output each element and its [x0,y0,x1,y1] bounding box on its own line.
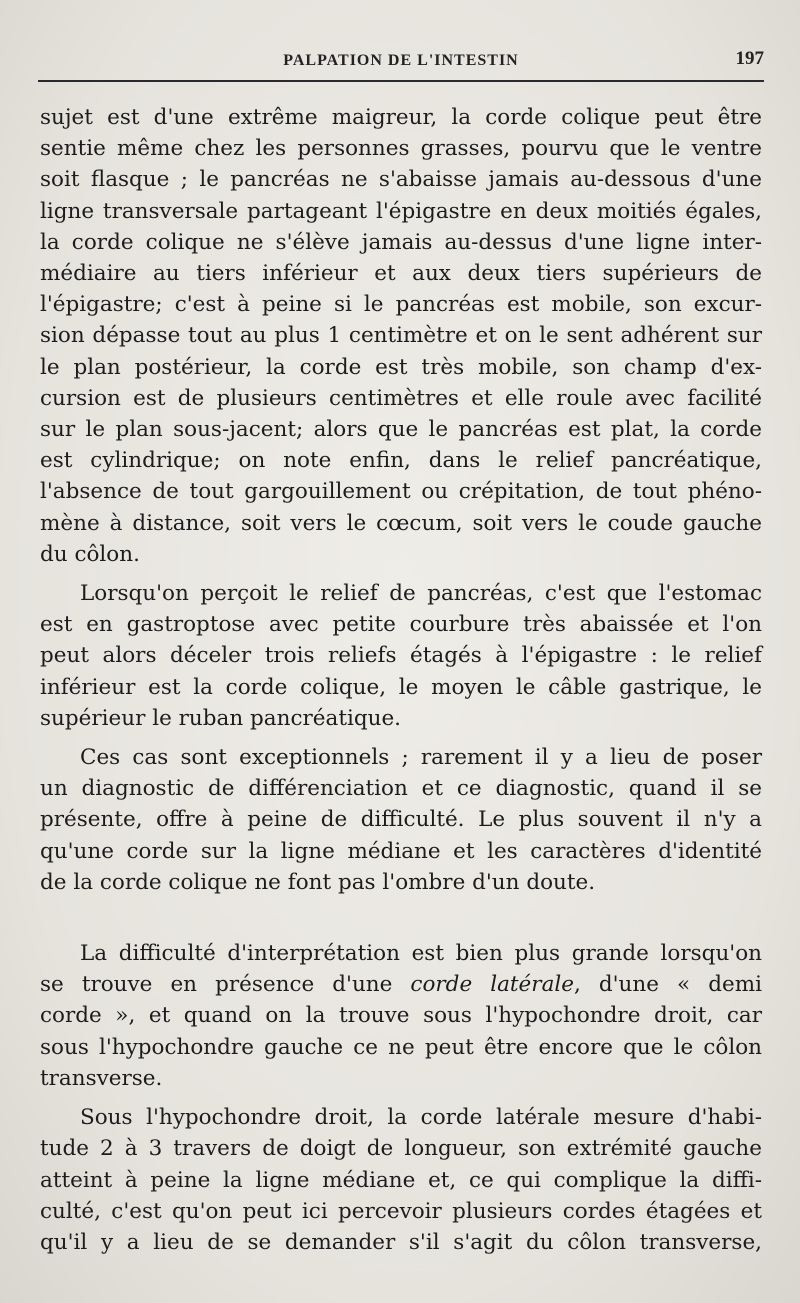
text-line: mène à distance, soit vers le cœcum, soit vers le coude gauche [40,510,762,536]
paragraph-gap [40,570,762,578]
paragraph-5 [40,1102,762,1258]
text-line: sur le plan sous-jacent; alors que le pancréas est plat, la corde [40,417,762,443]
text-line: La difficulté d'interprétation est bien plus grande lorsqu'on [80,941,762,967]
text-line: ligne transversale partageant l'épigastre en deux moitiés égales, [40,198,762,224]
text-line: médiaire au tiers inférieur et aux deux tiers supérieurs de [40,261,762,287]
paragraph-2 [40,578,762,734]
paragraph-gap [40,1094,762,1102]
text-fragment: se trouve en présence d'une [40,972,411,998]
text-line: soit flasque ; le pancréas ne s'abaisse jamais au-dessous d'une [40,167,762,193]
text-line: supérieur le ruban pancréatique. [40,705,401,731]
running-title: PALPATION DE L'INTESTIN [283,52,519,69]
text-line: sous l'hypochondre gauche ce ne peut être encore que le côlon [40,1034,762,1060]
text-line: corde », et quand on la trouve sous l'hypochondre droit, car [40,1003,762,1029]
text-line: inférieur est la corde colique, le moyen le câble gastrique, le [40,674,762,700]
text-line: est en gastroptose avec petite courbure très abaissée et l'on [40,612,762,638]
text-line: qu'une corde sur la ligne médiane et les caractères d'identité [40,838,762,864]
text-line: de la corde colique ne font pas l'ombre d'un doute. [40,869,596,895]
text-line: qu'il y a lieu de se demander s'il s'agit du côlon transverse, [40,1229,762,1255]
text-line: transverse. [40,1065,163,1091]
text-line: sion dépasse tout au plus 1 centimètre et on le sent adhérent sur [40,323,762,349]
text-line-with-emphasis [40,969,762,1000]
text-line: culté, c'est qu'on peut ici percevoir plusieurs cordes étagées et [40,1198,762,1224]
body-text [40,102,762,1258]
page-header [38,46,764,82]
text-line: la corde colique ne s'élève jamais au-dessus d'une ligne inter- [40,229,762,255]
text-line: un diagnostic de différenciation et ce diagnostic, quand il se [40,776,762,802]
paragraph-3 [40,742,762,898]
paragraph-4 [40,938,762,1094]
text-line: tude 2 à 3 travers de doigt de longueur, son extrémité gauche [40,1136,762,1162]
text-line: sujet est d'une extrême maigreur, la corde colique peut être [40,105,762,130]
section-gap [40,898,762,938]
text-line: peut alors déceler trois reliefs étagés à l'épigastre : le relief [40,643,762,669]
text-fragment: , d'une « demi [573,972,762,998]
text-line: l'épigastre; c'est à peine si le pancréas est mobile, son excur- [40,292,762,318]
text-line: Ces cas sont exceptionnels ; rarement il y a lieu de poser [80,745,762,771]
text-line: le plan postérieur, la corde est très mobile, son champ d'ex- [40,354,762,380]
paragraph-1 [40,102,762,570]
emphasized-term: corde latérale [410,972,574,998]
text-line: l'absence de tout gargouillement ou crépitation, de tout phéno- [40,479,762,505]
text-line: est cylindrique; on note enfin, dans le relief pancréatique, [40,448,762,474]
text-line: cursion est de plusieurs centimètres et elle roule avec facilité [40,385,762,411]
text-line: sentie même chez les personnes grasses, pourvu que le ventre [40,136,762,162]
text-line: atteint à peine la ligne médiane et, ce qui complique la diffi- [40,1167,762,1193]
text-line: Sous l'hypochondre droit, la corde latérale mesure d'habi- [80,1105,762,1131]
page-number: 197 [735,48,764,69]
text-line: du côlon. [40,541,140,567]
text-line: présente, offre à peine de difficulté. Le plus souvent il n'y a [40,807,762,833]
text-line: Lorsqu'on perçoit le relief de pancréas, c'est que l'estomac [80,581,762,607]
paragraph-gap [40,734,762,742]
